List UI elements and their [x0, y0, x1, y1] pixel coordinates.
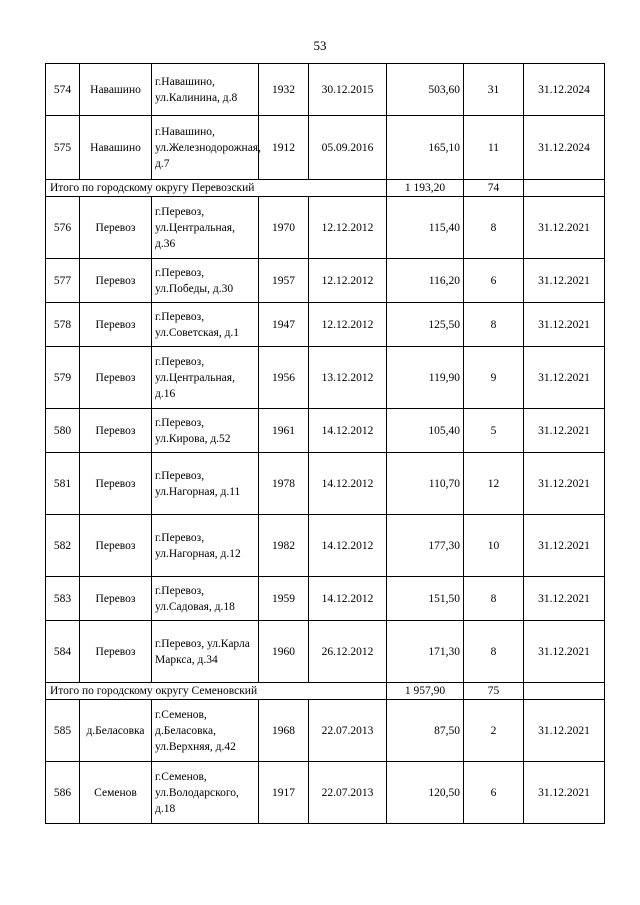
recognition-date: 14.12.2012 [309, 577, 387, 621]
address: г.Перевоз, ул.Карла Маркса, д.34 [152, 621, 259, 683]
address: г.Навашино, ул.Калинина, д.8 [152, 64, 259, 116]
table-row [46, 621, 605, 683]
recognition-date: 05.09.2016 [309, 116, 387, 180]
locality: Перевоз [80, 577, 152, 621]
area: 165,10 [387, 116, 464, 180]
locality: Перевоз [80, 197, 152, 259]
address: г.Перевоз, ул.Садовая, д.18 [152, 577, 259, 621]
table-row [46, 577, 605, 621]
address: г.Перевоз, ул.Нагорная, д.12 [152, 515, 259, 577]
area: 119,90 [387, 347, 464, 409]
table-row [46, 409, 605, 453]
residents: 12 [464, 453, 524, 515]
row-number: 583 [46, 577, 80, 621]
residents: 31 [464, 64, 524, 116]
recognition-date: 13.12.2012 [309, 347, 387, 409]
table-row [46, 197, 605, 259]
subtotal-area: 1 957,90 [387, 683, 464, 700]
table-row [46, 762, 605, 824]
subtotal-label: Итого по городскому округу Семеновский [46, 683, 387, 700]
recognition-date: 12.12.2012 [309, 303, 387, 347]
housing-registry-table [45, 63, 605, 824]
resettlement-deadline: 31.12.2021 [524, 762, 605, 824]
locality: Перевоз [80, 453, 152, 515]
residents: 8 [464, 577, 524, 621]
area: 125,50 [387, 303, 464, 347]
address: г.Навашино, ул.Железнодорожная, д.7 [152, 116, 259, 180]
residents: 8 [464, 197, 524, 259]
build-year: 1956 [259, 347, 309, 409]
locality: Навашино [80, 116, 152, 180]
table-row [46, 347, 605, 409]
recognition-date: 12.12.2012 [309, 197, 387, 259]
resettlement-deadline: 31.12.2021 [524, 347, 605, 409]
table-row [46, 259, 605, 303]
resettlement-deadline: 31.12.2021 [524, 197, 605, 259]
locality: Семенов [80, 762, 152, 824]
residents: 11 [464, 116, 524, 180]
subtotal-empty-cell [524, 683, 605, 700]
subtotal-row [46, 683, 605, 700]
address: г.Перевоз, ул.Центральная, д.36 [152, 197, 259, 259]
row-number: 576 [46, 197, 80, 259]
recognition-date: 12.12.2012 [309, 259, 387, 303]
area: 171,30 [387, 621, 464, 683]
row-number: 578 [46, 303, 80, 347]
address: г.Перевоз, ул.Кирова, д.52 [152, 409, 259, 453]
recognition-date: 14.12.2012 [309, 515, 387, 577]
area: 503,60 [387, 64, 464, 116]
build-year: 1960 [259, 621, 309, 683]
resettlement-deadline: 31.12.2021 [524, 577, 605, 621]
residents: 9 [464, 347, 524, 409]
row-number: 581 [46, 453, 80, 515]
address: г.Перевоз, ул.Советская, д.1 [152, 303, 259, 347]
recognition-date: 14.12.2012 [309, 453, 387, 515]
build-year: 1970 [259, 197, 309, 259]
residents: 8 [464, 303, 524, 347]
recognition-date: 22.07.2013 [309, 762, 387, 824]
residents: 10 [464, 515, 524, 577]
resettlement-deadline: 31.12.2024 [524, 116, 605, 180]
subtotal-residents: 74 [464, 180, 524, 197]
address: г.Семенов, ул.Володарского, д.18 [152, 762, 259, 824]
build-year: 1947 [259, 303, 309, 347]
build-year: 1932 [259, 64, 309, 116]
area: 116,20 [387, 259, 464, 303]
locality: Перевоз [80, 259, 152, 303]
build-year: 1917 [259, 762, 309, 824]
row-number: 579 [46, 347, 80, 409]
area: 87,50 [387, 700, 464, 762]
row-number: 585 [46, 700, 80, 762]
recognition-date: 26.12.2012 [309, 621, 387, 683]
locality: Перевоз [80, 621, 152, 683]
build-year: 1982 [259, 515, 309, 577]
resettlement-deadline: 31.12.2021 [524, 453, 605, 515]
resettlement-deadline: 31.12.2021 [524, 259, 605, 303]
locality: Перевоз [80, 409, 152, 453]
locality: Перевоз [80, 347, 152, 409]
resettlement-deadline: 31.12.2021 [524, 621, 605, 683]
resettlement-deadline: 31.12.2021 [524, 303, 605, 347]
recognition-date: 22.07.2013 [309, 700, 387, 762]
subtotal-row [46, 180, 605, 197]
table-row [46, 700, 605, 762]
row-number: 575 [46, 116, 80, 180]
build-year: 1978 [259, 453, 309, 515]
locality: Перевоз [80, 303, 152, 347]
table-body [46, 64, 605, 824]
residents: 2 [464, 700, 524, 762]
address: г.Перевоз, ул.Победы, д.30 [152, 259, 259, 303]
residents: 8 [464, 621, 524, 683]
row-number: 586 [46, 762, 80, 824]
recognition-date: 14.12.2012 [309, 409, 387, 453]
page-number: 53 [313, 38, 327, 53]
address: г.Перевоз, ул.Центральная, д.16 [152, 347, 259, 409]
area: 115,40 [387, 197, 464, 259]
subtotal-area: 1 193,20 [387, 180, 464, 197]
recognition-date: 30.12.2015 [309, 64, 387, 116]
row-number: 584 [46, 621, 80, 683]
resettlement-deadline: 31.12.2021 [524, 409, 605, 453]
subtotal-label: Итого по городскому округу Перевозский [46, 180, 387, 197]
table-row [46, 64, 605, 116]
build-year: 1968 [259, 700, 309, 762]
build-year: 1912 [259, 116, 309, 180]
build-year: 1961 [259, 409, 309, 453]
residents: 6 [464, 762, 524, 824]
build-year: 1957 [259, 259, 309, 303]
resettlement-deadline: 31.12.2021 [524, 515, 605, 577]
area: 120,50 [387, 762, 464, 824]
locality: Перевоз [80, 515, 152, 577]
build-year: 1959 [259, 577, 309, 621]
resettlement-deadline: 31.12.2021 [524, 700, 605, 762]
address: г.Перевоз, ул.Нагорная, д.11 [152, 453, 259, 515]
residents: 6 [464, 259, 524, 303]
subtotal-residents: 75 [464, 683, 524, 700]
address: г.Семенов, д.Беласовка, ул.Верхняя, д.42 [152, 700, 259, 762]
table-row [46, 303, 605, 347]
row-number: 574 [46, 64, 80, 116]
area: 110,70 [387, 453, 464, 515]
row-number: 582 [46, 515, 80, 577]
area: 105,40 [387, 409, 464, 453]
locality: д.Беласовка [80, 700, 152, 762]
area: 151,50 [387, 577, 464, 621]
table-row [46, 515, 605, 577]
locality: Навашино [80, 64, 152, 116]
resettlement-deadline: 31.12.2024 [524, 64, 605, 116]
area: 177,30 [387, 515, 464, 577]
residents: 5 [464, 409, 524, 453]
table-row [46, 453, 605, 515]
subtotal-empty-cell [524, 180, 605, 197]
row-number: 580 [46, 409, 80, 453]
row-number: 577 [46, 259, 80, 303]
table-row [46, 116, 605, 180]
